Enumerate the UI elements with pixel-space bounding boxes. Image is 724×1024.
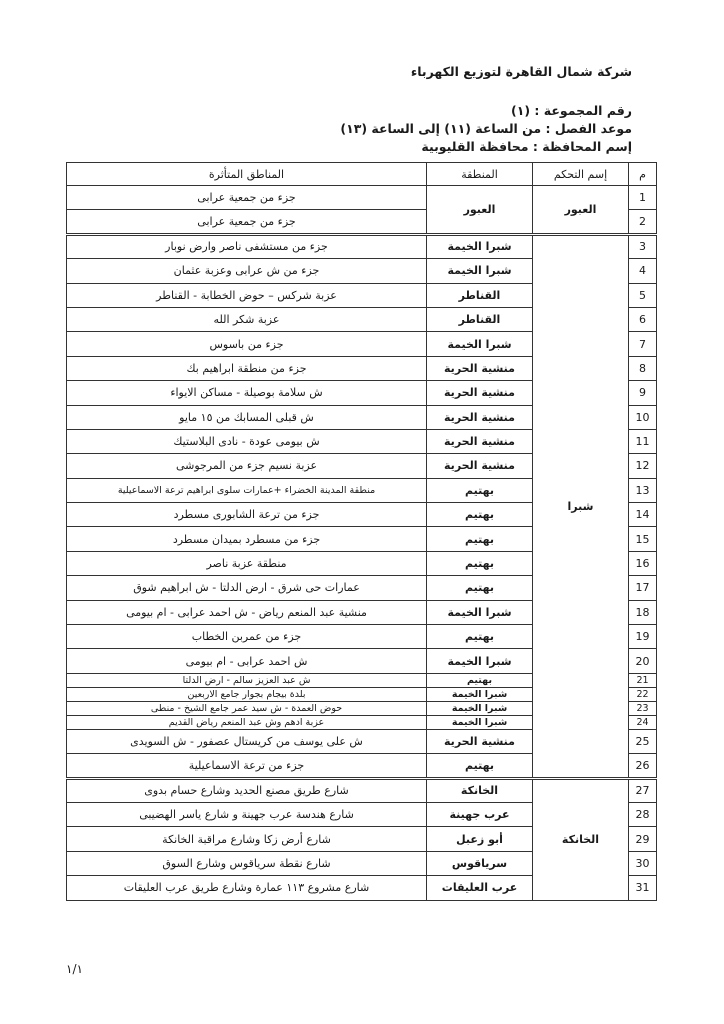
region-cell: شبرا الخيمة (427, 234, 533, 258)
area-cell: ش عبد العزيز سالم - ارض الدلتا (67, 673, 427, 687)
region-cell: منشية الحرية (427, 381, 533, 405)
row-number: 23 (629, 701, 657, 715)
row-number: 30 (629, 851, 657, 875)
row-number: 6 (629, 307, 657, 331)
region-cell: منشية الحرية (427, 405, 533, 429)
header-control: إسم التحكم (533, 163, 629, 186)
region-cell: سرياقوس (427, 851, 533, 875)
row-number: 27 (629, 778, 657, 802)
row-number: 31 (629, 876, 657, 900)
header-region: المنطقة (427, 163, 533, 186)
region-cell: القناطر (427, 307, 533, 331)
area-cell: شارع طريق مصنع الحديد وشارع حسام بدوى (67, 778, 427, 802)
area-cell: ش بيومى عودة - نادى البلاستيك (67, 429, 427, 453)
header-num: م (629, 163, 657, 186)
row-number: 13 (629, 478, 657, 502)
region-cell: العبور (427, 186, 533, 235)
table-header-row (67, 163, 657, 186)
row-number: 10 (629, 405, 657, 429)
area-cell: ش احمد عرابى - ام بيومى (67, 649, 427, 673)
header-areas: المناطق المتأثرة (67, 163, 427, 186)
row-number: 17 (629, 576, 657, 600)
row-number: 26 (629, 754, 657, 778)
row-number: 21 (629, 673, 657, 687)
area-cell: عزبة شركس – حوض الخطابة - القناطر (67, 283, 427, 307)
row-number: 8 (629, 356, 657, 380)
area-cell: جزء من مستشفى ناصر وارض نوبار (67, 234, 427, 258)
area-cell: منشية عبد المنعم رياض - ش احمد عرابى - ام بيومى (67, 600, 427, 624)
region-cell: بهتيم (427, 503, 533, 527)
area-cell: عمارات حى شرق - ارض الدلتا - ش ابراهيم شوق (67, 576, 427, 600)
area-cell: منطقة المدينة الخضراء +عمارات سلوى ابراهيم ترعة الاسماعيلية (67, 478, 427, 502)
region-cell: بهتيم (427, 673, 533, 687)
area-cell: جزء من عمربن الخطاب (67, 625, 427, 649)
row-number: 20 (629, 649, 657, 673)
control-name: العبور (533, 186, 629, 235)
area-cell: شارع مشروع ١١٣ عمارة وشارع طريق عرب العليقات (67, 876, 427, 900)
region-cell: شبرا الخيمة (427, 332, 533, 356)
governorate-name: إسم المحافظة : محافظة القليوبية (421, 139, 632, 154)
area-cell: ش سلامة بوصيلة - مساكن الايواء (67, 381, 427, 405)
region-cell: بهتيم (427, 527, 533, 551)
row-number: 7 (629, 332, 657, 356)
row-number: 24 (629, 715, 657, 729)
row-number: 12 (629, 454, 657, 478)
region-cell: عرب العليقات (427, 876, 533, 900)
area-cell: جزء من باسوس (67, 332, 427, 356)
table-row (67, 186, 657, 210)
area-cell: شارع أرض زكا وشارع مراقبة الخانكة (67, 827, 427, 851)
region-cell: شبرا الخيمة (427, 649, 533, 673)
area-cell: عزبة شكر الله (67, 307, 427, 331)
area-cell: شارع نقطة سرياقوس وشارع السوق (67, 851, 427, 875)
region-cell: شبرا الخيمة (427, 259, 533, 283)
region-cell: بهتيم (427, 478, 533, 502)
area-cell: جزء من ش عرابى وعزبة عثمان (67, 259, 427, 283)
region-cell: الخانكة (427, 778, 533, 802)
control-name: شبرا (533, 234, 629, 778)
region-cell: منشية الحرية (427, 454, 533, 478)
region-cell: شبرا الخيمة (427, 701, 533, 715)
region-cell: شبرا الخيمة (427, 715, 533, 729)
region-cell: منشية الحرية (427, 729, 533, 753)
row-number: 16 (629, 551, 657, 575)
area-cell: عزبة ادهم وش عبد المنعم رياض القديم (67, 715, 427, 729)
area-cell: ش قبلى المسابك من ١٥ مايو (67, 405, 427, 429)
area-cell: منطقة عزبة ناصر (67, 551, 427, 575)
row-number: 18 (629, 600, 657, 624)
row-number: 5 (629, 283, 657, 307)
group-number: رقم المجموعة : (١) (510, 103, 632, 118)
control-name: الخانكة (533, 778, 629, 900)
row-number: 25 (629, 729, 657, 753)
area-cell: ش على يوسف من كريستال عصفور - ش السويدى (67, 729, 427, 753)
area-cell: جزء من جمعية عرابى (67, 186, 427, 210)
row-number: 3 (629, 234, 657, 258)
row-number: 22 (629, 687, 657, 701)
region-cell: بهتيم (427, 625, 533, 649)
area-cell: بلدة بيجام بجوار جامع الاربعين (67, 687, 427, 701)
area-cell: جزء من ترعة الشابورى مسطرد (67, 503, 427, 527)
region-cell: بهتيم (427, 576, 533, 600)
region-cell: منشية الحرية (427, 429, 533, 453)
row-number: 14 (629, 503, 657, 527)
row-number: 9 (629, 381, 657, 405)
row-number: 2 (629, 210, 657, 234)
row-number: 28 (629, 802, 657, 826)
document-header (72, 62, 632, 156)
region-cell: منشية الحرية (427, 356, 533, 380)
region-cell: بهتيم (427, 754, 533, 778)
row-number: 29 (629, 827, 657, 851)
page-number: ١/١ (66, 962, 83, 976)
row-number: 1 (629, 186, 657, 210)
row-number: 15 (629, 527, 657, 551)
area-cell: حوض العمدة - ش سيد عمر جامع الشيخ - منطى (67, 701, 427, 715)
area-cell: شارع هندسة عرب جهينة و شارع ياسر الهضيبى (67, 802, 427, 826)
row-number: 19 (629, 625, 657, 649)
region-cell: بهتيم (427, 551, 533, 575)
region-cell: أبو زعبل (427, 827, 533, 851)
region-cell: القناطر (427, 283, 533, 307)
table-row (67, 234, 657, 258)
area-cell: عزبة نسيم جزء من المرجوشى (67, 454, 427, 478)
company-name: شركة شمال القاهرة لتوزيع الكهرباء (410, 64, 632, 79)
row-number: 11 (629, 429, 657, 453)
row-number: 4 (629, 259, 657, 283)
area-cell: جزء من مسطرد بميدان مسطرد (67, 527, 427, 551)
area-cell: جزء من ترعة الاسماعيلية (67, 754, 427, 778)
region-cell: شبرا الخيمة (427, 687, 533, 701)
area-cell: جزء من منطقة ابراهيم بك (67, 356, 427, 380)
cut-time: موعد الفصل : من الساعة (١١) إلى الساعة (١٣) (340, 121, 632, 136)
region-cell: شبرا الخيمة (427, 600, 533, 624)
region-cell: عرب جهينة (427, 802, 533, 826)
affected-areas-table (66, 162, 657, 901)
table-row (67, 778, 657, 802)
area-cell: جزء من جمعية عرابى (67, 210, 427, 234)
